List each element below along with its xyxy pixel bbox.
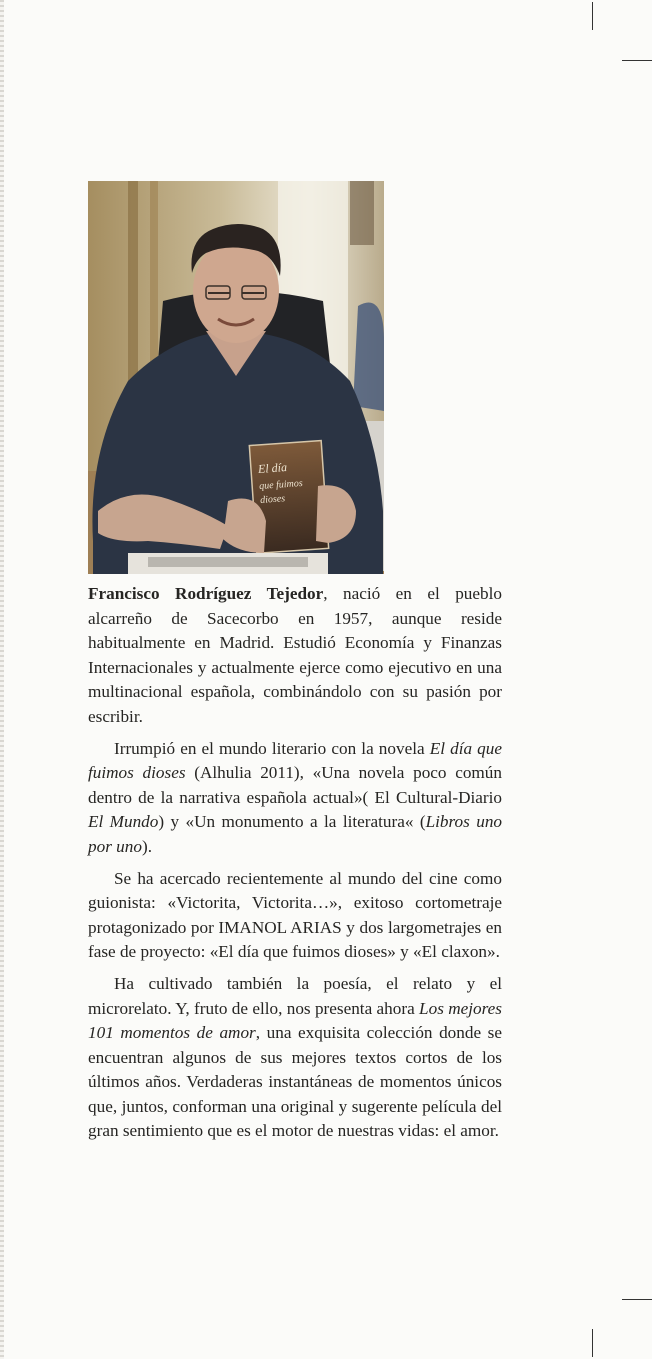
- crop-mark-bottom: [592, 1329, 593, 1357]
- bio-paragraph-1: [88, 582, 502, 730]
- bio-paragraph-4: [88, 972, 502, 1144]
- review-source: Libros uno por uno: [88, 812, 503, 856]
- page-edge: [0, 0, 4, 1359]
- crop-mark-top: [592, 2, 593, 30]
- novel-title: El día que fuimos dioses: [88, 738, 502, 783]
- bio-paragraph-3: [88, 867, 502, 965]
- newspaper-name: El Mundo: [88, 812, 159, 832]
- svg-text:que fuimos: que fuimos: [258, 477, 304, 492]
- svg-text:El día: El día: [257, 460, 288, 477]
- bio-paragraph-2: [88, 737, 502, 860]
- crop-mark-bottom-right: [622, 1299, 652, 1300]
- author-name: Francisco Rodríguez Tejedor: [88, 584, 324, 603]
- svg-text:dioses: dioses: [259, 493, 286, 506]
- book-title: Los mejores 101 momentos de amor: [88, 998, 502, 1043]
- bio-p2-text-3: ) y «Un monumento a la literatura« (: [158, 812, 426, 832]
- bio-p2-text-2: (Alhulia 2011), «Una novela poco común dentro de la narrativa española actual»( El Cultural-Diario: [88, 763, 502, 807]
- author-photo: [88, 181, 384, 574]
- crop-mark-top-right: [622, 60, 652, 61]
- bio-p2-text-1: Irrumpió en el mundo literario con la novela: [114, 738, 430, 758]
- author-bio: [88, 582, 502, 1144]
- bio-p4-text-2: , una exquisita colección donde se encuentran algunos de sus mejores textos cortos de los últimos años. Verdaderas instantáneas de momentos únicos que, juntos, conforman una original y sugerente película del gran sentimiento que es el motor de nuestras vidas: el amor.: [88, 1023, 502, 1141]
- bio-p2-text-4: ).: [141, 836, 152, 856]
- bio-p4-text-1: Ha cultivado también la poesía, el relato y el microrelato. Y, fruto de ello, nos presenta ahora: [88, 973, 502, 1018]
- bio-p1-text: , nació en el pueblo alcarreño de Sacecorbo en 1957, aunque reside habitualmente en Madrid. Estudió Economía y Finanzas Internacionales y actualmente ejerce como ejecutivo en una multinacional española, combinándolo con su pasión por escribir.: [88, 584, 502, 726]
- bio-p3-text: Se ha acercado recientemente al mundo del cine como guionista: «Victorita, Victorita…», exitoso cortometraje protagonizado por IMANOL ARIAS y dos largometrajes en fase de proyecto: «El día que fuimos dioses» y «El claxon».: [88, 868, 502, 962]
